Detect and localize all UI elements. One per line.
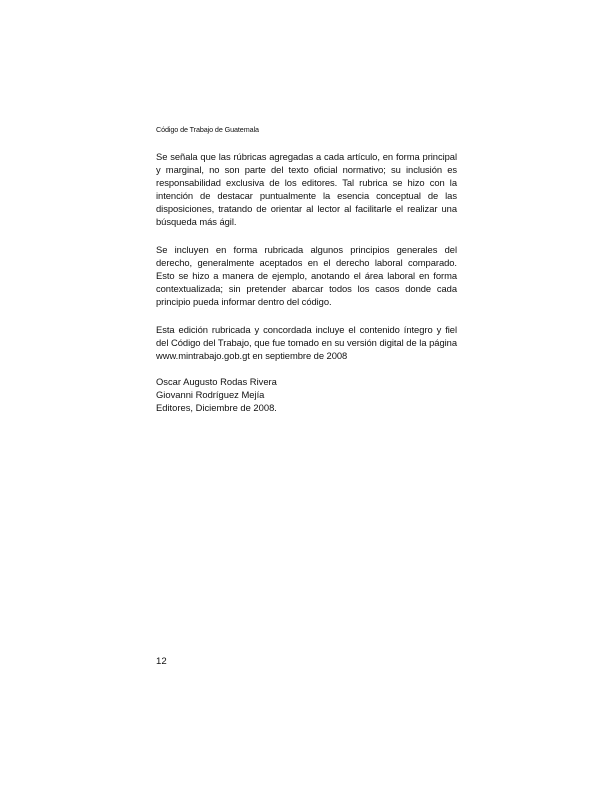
editor-name-1: Oscar Augusto Rodas Rivera — [156, 376, 277, 387]
page-number: 12 — [156, 656, 167, 667]
paragraph-rubricas: Se señala que las rúbricas agregadas a cada artículo, en forma principal y marginal, no son parte del texto oficial normativo; su inclusión es responsabilidad exclusiva de los editores. Tal rubrica se hizo con la intención de destacar puntualmente la esencia conceptual de las disposiciones, tratando de orientar al lector al facilitarle el realizar una búsqueda más ágil. — [156, 151, 457, 228]
editors-signature-block — [156, 375, 277, 414]
editors-date-line: Editores, Diciembre de 2008. — [156, 402, 277, 414]
paragraph-edicion: Esta edición rubricada y concordada incluye el contenido íntegro y fiel del Código del Trabajo, que fue tomado en su versión digital de la página www.mintrabajo.gob.gt en septiembre de 2008 — [156, 324, 457, 362]
paragraph-principios: Se incluyen en forma rubricada algunos principios generales del derecho, generalmente aceptados en el derecho laboral comparado. Esto se hizo a manera de ejemplo, anotando el área laboral en forma contextualizada; sin pretender abarcar todos los casos donde cada principio pueda informar dentro del código. — [156, 244, 457, 308]
running-header: Código de Trabajo de Guatemala — [156, 125, 259, 134]
editor-name-2: Giovanni Rodríguez Mejía — [156, 389, 265, 401]
